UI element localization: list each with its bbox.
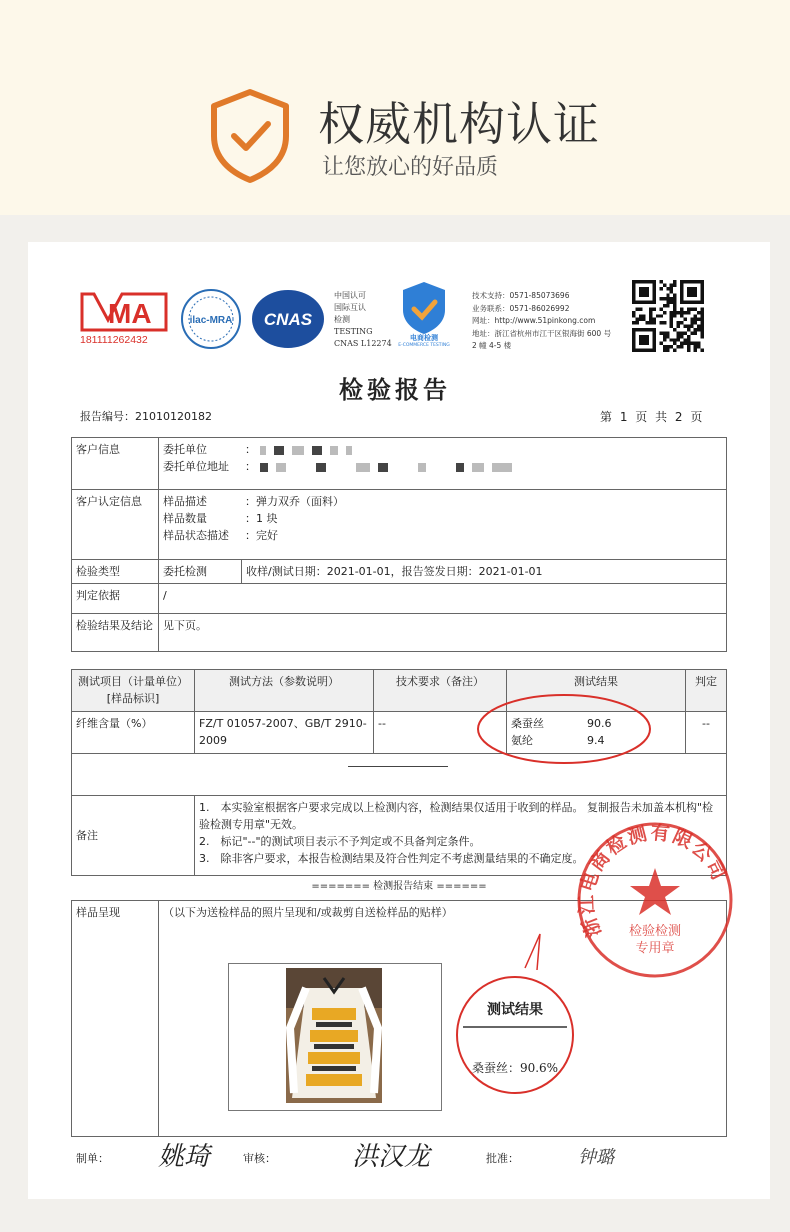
maker-signature: 姚琦 [158, 1142, 211, 1172]
cma-logo [78, 290, 170, 346]
header-requirement: 技术要求（备注） [374, 670, 507, 712]
conclusion-label: 检验结果及结论 [72, 614, 159, 652]
svg-text:E-COMMERCE TESTING: E-COMMERCE TESTING [398, 343, 450, 346]
header-result: 测试结果 [507, 670, 686, 712]
ilac-mra-logo [180, 288, 242, 350]
requirement-cell: -- [374, 712, 507, 754]
svg-text:测试结果: 测试结果 [487, 1002, 543, 1018]
svg-text:浙江电商检测有限公司: 浙江电商检测有限公司 [575, 821, 731, 941]
svg-text:电商检测: 电商检测 [410, 334, 438, 342]
svg-text:MA: MA [108, 298, 152, 329]
method-cell: FZ/T 01057-2007、GB/T 2910-2009 [195, 712, 374, 754]
client-cell: 委托单位 ： 委托单位地址 ： [159, 438, 727, 490]
svg-text:181111262432: 181111262432 [80, 334, 148, 346]
official-stamp [575, 820, 735, 980]
svg-text:CNAS: CNAS [263, 310, 313, 329]
approver-signature: 钟璐 [578, 1147, 614, 1168]
shield-check-icon [210, 88, 290, 184]
svg-text:ilac-MRA: ilac-MRA [189, 315, 233, 326]
header-method: 测试方法（参数说明） [195, 670, 374, 712]
reviewer-signature: 洪汉龙 [352, 1142, 431, 1172]
remarks-label: 备注 [72, 796, 195, 876]
basis-label: 判定依据 [72, 584, 159, 614]
report-end-line: ======= 检测报告结束 ====== [311, 881, 487, 892]
cnas-logo [250, 288, 326, 350]
svg-text:专用章: 专用章 [635, 941, 675, 956]
page-title: 权威机构认证 [318, 97, 600, 151]
report-number: 报告编号：21010120182 [80, 410, 212, 423]
sample-photo [286, 968, 382, 1103]
svg-text:桑蚕丝：90.6%: 桑蚕丝：90.6% [471, 1061, 559, 1075]
result-callout [455, 930, 575, 1105]
approver-label: 批准： [486, 1152, 519, 1165]
header-judge: 判定 [686, 670, 727, 712]
type-value: 委托检测 [159, 560, 242, 584]
sample-note: （以下为送检样品的照片呈现和/或裁剪自送检样品的贴样） [159, 901, 727, 1137]
ecommerce-testing-logo [393, 280, 455, 346]
info-table [71, 437, 727, 652]
contact-info: 技术支持：0571-85073696 业务联系：0571-86026992 网址：http://www.51pinkong.com 地址：浙江省杭州市江干区银海街 600 号 2 幢 4-5 楼 [472, 291, 612, 350]
confirm-label: 客户认定信息 [72, 490, 159, 560]
remarks-cell: 1. 本实验室根据客户要求完成以上检测内容，检测结果仅适用于收到的样品。 复制报告未加盖本机构"检验检测专用章"无效。 2. 标记"--"的测试项目表示不予判定或不具备判定条件。 3. 除非客户要求，本报告检测结果及符合性判定不考虑测量结果的不确定度。 [195, 796, 727, 876]
type-label: 检验类型 [72, 560, 159, 584]
page-number: 第 1 页 共 2 页 [600, 410, 705, 424]
basis-value: / [159, 584, 727, 614]
conclusion-value: 见下页。 [159, 614, 727, 652]
qr-code [632, 280, 704, 352]
dates-value: 收样/测试日期：2021-01-01，报告签发日期：2021-01-01 [242, 560, 727, 584]
client-label: 客户信息 [72, 438, 159, 490]
confirm-cell: 样品描述 ：弹力双乔（面料） 样品数量 ：1 块 样品状态描述 ：完好 [159, 490, 727, 560]
judge-cell: -- [686, 712, 727, 754]
svg-text:检验检测: 检验检测 [628, 924, 682, 939]
maker-label: 制单： [76, 1152, 109, 1165]
item-cell: 纤维含量（%） [72, 712, 195, 754]
header-item: 测试项目（计量单位）[样品标识] [72, 670, 195, 712]
reviewer-label: 审核： [243, 1152, 276, 1165]
page-subtitle: 让您放心的好品质 [322, 155, 499, 180]
result-cell: 桑蚕丝 90.6 氨纶 9.4 [507, 712, 686, 754]
sample-label: 样品呈现 [72, 901, 159, 1137]
result-highlight-circle [475, 692, 653, 766]
report-title: 检验报告 [339, 375, 451, 404]
cnas-text: 中国认可 国际互认 检测 TESTING CNAS L12274 [334, 291, 392, 348]
